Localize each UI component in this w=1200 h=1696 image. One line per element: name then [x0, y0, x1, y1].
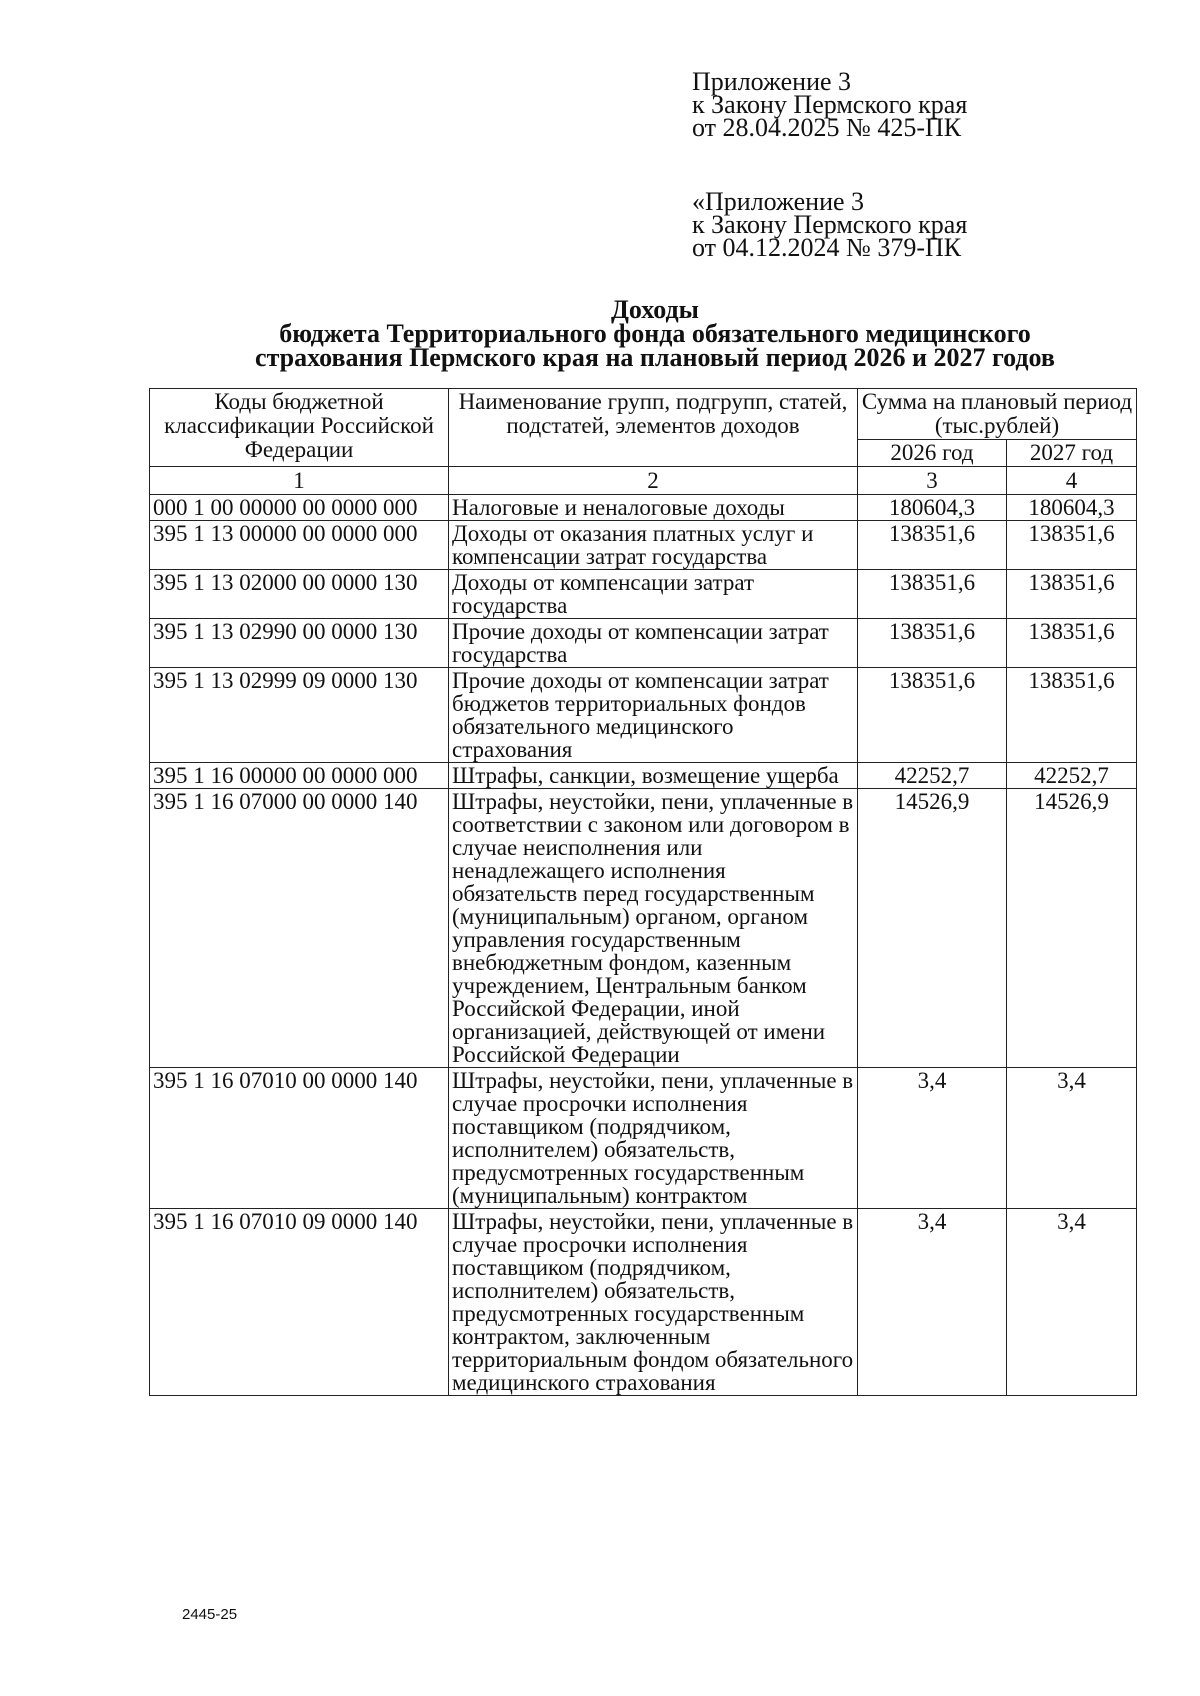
value-2027-cell: 138351,6 [1007, 619, 1137, 668]
value-2027-cell: 42252,7 [1007, 763, 1137, 789]
column-number-row [150, 467, 1137, 495]
appendix-reference-original [692, 187, 968, 262]
header-year-2026: 2026 год [858, 440, 1007, 467]
appendix-reference-new [692, 67, 968, 142]
value-2027-cell: 138351,6 [1007, 570, 1137, 619]
code-cell: 395 1 13 02000 00 0000 130 [150, 570, 449, 619]
column-number: 2 [449, 467, 858, 495]
value-2026-cell: 138351,6 [858, 521, 1007, 570]
code-cell: 395 1 13 02999 09 0000 130 [150, 668, 449, 763]
value-2027-cell: 3,4 [1007, 1068, 1137, 1209]
header-sum: Сумма на плановый период (тыс.рублей) [858, 389, 1137, 440]
name-cell: Штрафы, неустойки, пени, уплаченные в случае просрочки исполнения поставщиком (подрядчиком, исполнителем) обязательств, предусмотренных государственным (муниципальным) контрактом [449, 1068, 858, 1209]
document-title [150, 295, 1160, 372]
header-code: Коды бюджетной классификации Российской Федерации [150, 389, 449, 467]
title-line: страхования Пермского края на плановый период 2026 и 2027 годов [255, 343, 1055, 372]
name-cell: Налоговые и неналоговые доходы [449, 495, 858, 521]
title-line: Доходы [611, 295, 699, 324]
code-cell: 395 1 16 07010 09 0000 140 [150, 1209, 449, 1396]
column-number: 1 [150, 467, 449, 495]
value-2027-cell: 180604,3 [1007, 495, 1137, 521]
value-2026-cell: 14526,9 [858, 789, 1007, 1068]
appendix-line: Приложение 3 [692, 67, 852, 96]
table-row [150, 495, 1137, 521]
appendix-line: к Закону Пермского края [692, 210, 968, 239]
value-2027-cell: 138351,6 [1007, 521, 1137, 570]
table-row [150, 619, 1137, 668]
value-2026-cell: 138351,6 [858, 668, 1007, 763]
table-row [150, 521, 1137, 570]
table-row [150, 789, 1137, 1068]
code-cell: 395 1 16 00000 00 0000 000 [150, 763, 449, 789]
value-2027-cell: 3,4 [1007, 1209, 1137, 1396]
name-cell: Штрафы, санкции, возмещение ущерба [449, 763, 858, 789]
table-row [150, 668, 1137, 763]
header-name: Наименование групп, подгрупп, статей, подстатей, элементов доходов [449, 389, 858, 467]
column-number: 4 [1007, 467, 1137, 495]
appendix-line: от 04.12.2024 № 379-ПК [692, 233, 962, 262]
code-cell: 395 1 13 00000 00 0000 000 [150, 521, 449, 570]
code-cell: 395 1 13 02990 00 0000 130 [150, 619, 449, 668]
code-cell: 395 1 16 07010 00 0000 140 [150, 1068, 449, 1209]
table-row [150, 763, 1137, 789]
value-2026-cell: 180604,3 [858, 495, 1007, 521]
name-cell: Прочие доходы от компенсации затрат государства [449, 619, 858, 668]
income-table [149, 388, 1137, 1396]
title-line: бюджета Территориального фонда обязательного медицинского [279, 319, 1031, 348]
value-2026-cell: 138351,6 [858, 619, 1007, 668]
name-cell: Прочие доходы от компенсации затрат бюджетов территориальных фондов обязательного медицинского страхования [449, 668, 858, 763]
header-year-2027: 2027 год [1007, 440, 1137, 467]
appendix-line: «Приложение 3 [692, 187, 865, 216]
column-number: 3 [858, 467, 1007, 495]
table-row [150, 1068, 1137, 1209]
name-cell: Доходы от оказания платных услуг и компенсации затрат государства [449, 521, 858, 570]
appendix-line: от 28.04.2025 № 425-ПК [692, 113, 962, 142]
value-2027-cell: 138351,6 [1007, 668, 1137, 763]
name-cell: Штрафы, неустойки, пени, уплаченные в случае просрочки исполнения поставщиком (подрядчиком, исполнителем) обязательств, предусмотренных государственным контрактом, заключенным территориальным фондом обязательного медицинского страхования [449, 1209, 858, 1396]
code-cell: 395 1 16 07000 00 0000 140 [150, 789, 449, 1068]
table-row [150, 1209, 1137, 1396]
value-2026-cell: 3,4 [858, 1209, 1007, 1396]
value-2026-cell: 138351,6 [858, 570, 1007, 619]
document-number: 2445-25 [182, 1606, 238, 1623]
name-cell: Штрафы, неустойки, пени, уплаченные в соответствии с законом или договором в случае неисполнения или ненадлежащего исполнения обязательств перед государственным (муниципальным) органом, органом управления государственным внебюджетным фондом, казенным учреждением, Центральным банком Российской Федерации, иной организацией, действующей от имени Российской Федерации [449, 789, 858, 1068]
code-cell: 000 1 00 00000 00 0000 000 [150, 495, 449, 521]
value-2026-cell: 3,4 [858, 1068, 1007, 1209]
value-2027-cell: 14526,9 [1007, 789, 1137, 1068]
value-2026-cell: 42252,7 [858, 763, 1007, 789]
name-cell: Доходы от компенсации затрат государства [449, 570, 858, 619]
appendix-line: к Закону Пермского края [692, 90, 968, 119]
table-row [150, 570, 1137, 619]
